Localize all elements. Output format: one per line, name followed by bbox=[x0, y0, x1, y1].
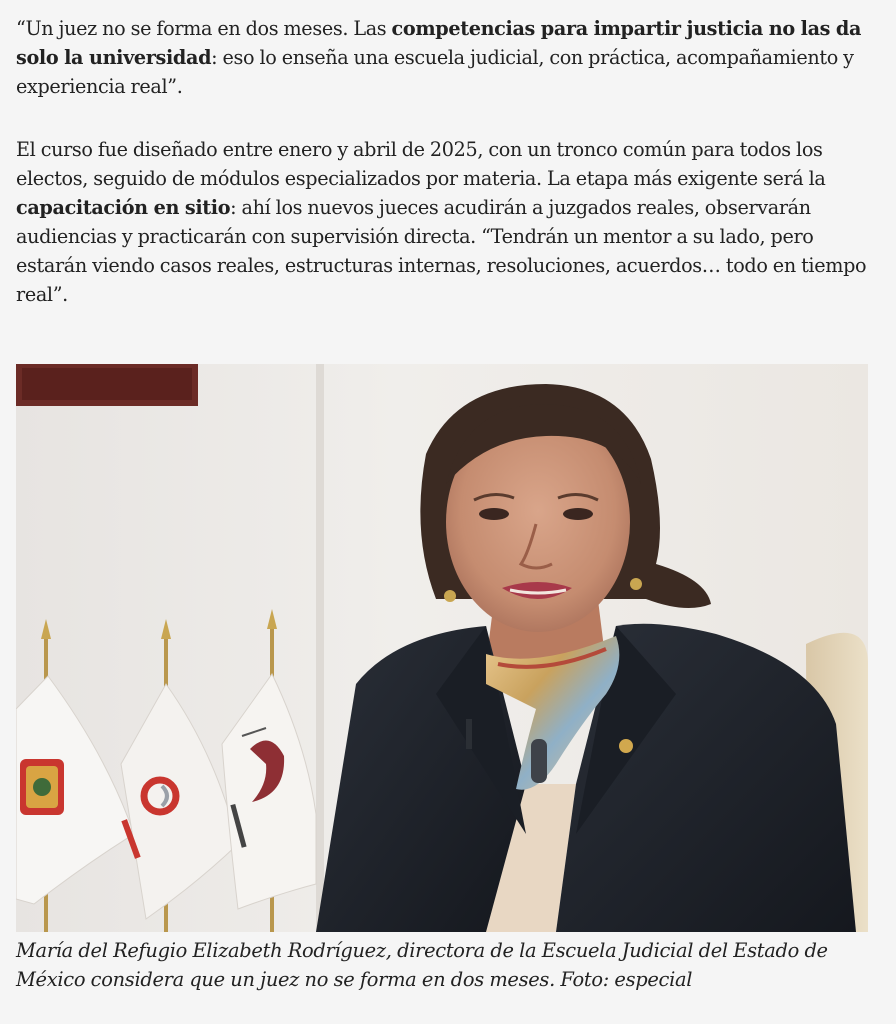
earring bbox=[444, 590, 456, 602]
course-text-start: El curso fue diseñado entre enero y abril de 2025, con un tronco común para todos los electos, seguido de módulos especializados por materia. La etapa más exigente será la bbox=[16, 138, 826, 190]
article-body bbox=[16, 14, 876, 309]
lapel-pin bbox=[619, 739, 633, 753]
course-text-end: : ahí los nuevos jueces acudirán a juzgados reales, observarán audiencias y practicarán con supervisión directa. “Tendrán un mentor a su lado, pero estarán viendo casos reales, estructuras internas, resoluciones, acuerdos… todo en tiempo real”. bbox=[16, 196, 867, 306]
course-highlight: capacitación en sitio bbox=[16, 196, 231, 219]
quote-text-end: : eso lo enseña una escuela judicial, con práctica, acompañamiento y experiencia real”. bbox=[16, 46, 854, 98]
article-photo bbox=[16, 364, 868, 932]
wall-seam bbox=[316, 364, 324, 932]
photo-illustration bbox=[16, 364, 868, 932]
quote-highlight: competencias para impartir justicia no las da solo la universidad bbox=[16, 17, 862, 69]
eye-left bbox=[479, 508, 509, 520]
quote-text-start: “Un juez no se forma en dos meses. Las bbox=[16, 17, 392, 40]
photo-caption: María del Refugio Elizabeth Rodríguez, directora de la Escuela Judicial del Estado de México considera que un juez no se forma en dos meses. Foto: especial bbox=[16, 939, 828, 991]
eye-right bbox=[563, 508, 593, 520]
course-paragraph bbox=[16, 135, 876, 309]
lapel-microphone bbox=[531, 739, 547, 783]
quote-paragraph bbox=[16, 14, 876, 101]
